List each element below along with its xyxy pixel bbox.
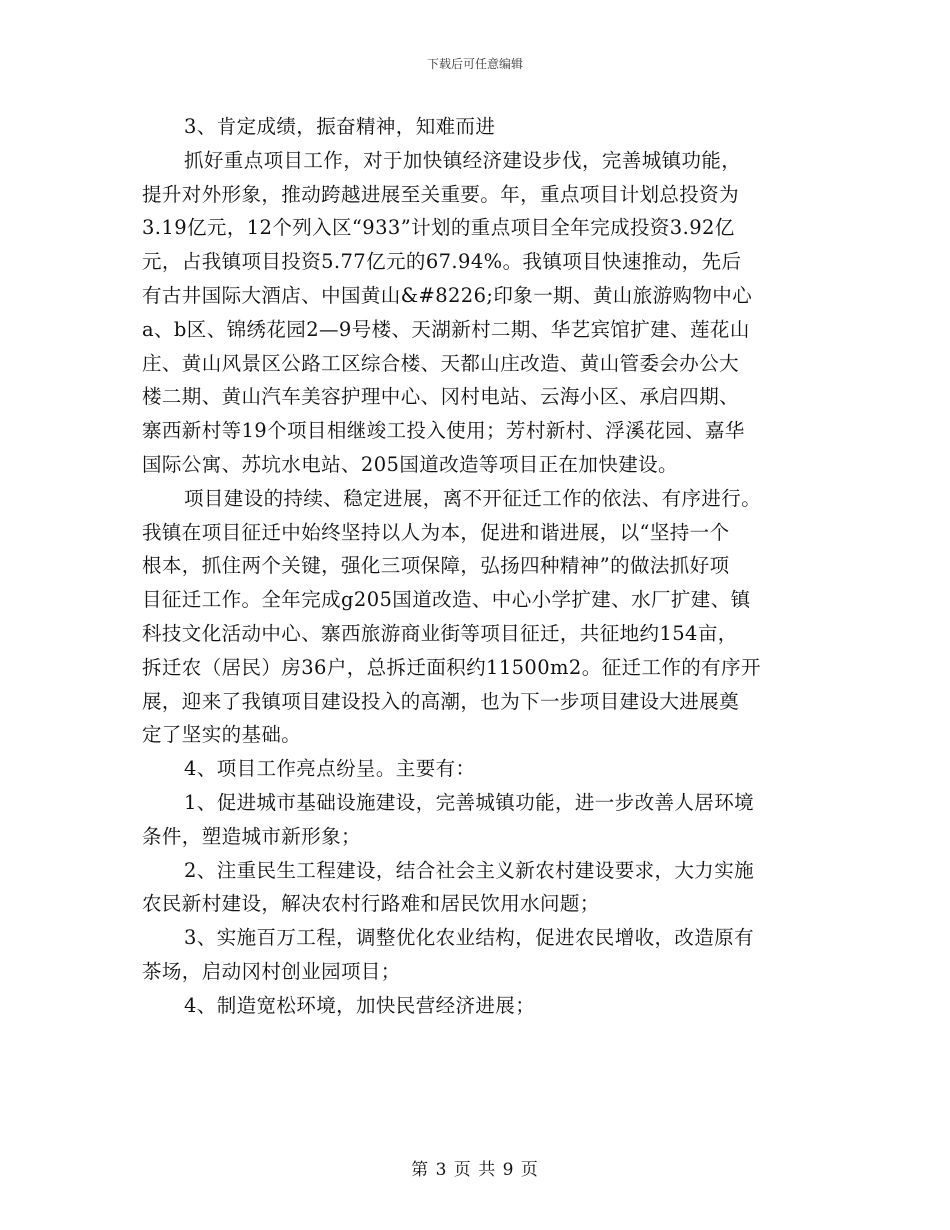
document-body [142,110,814,1023]
text-line: a、b区、锦绣花园2—9号楼、天湖新村二期、华艺宾馆扩建、莲花山 [142,317,750,341]
text-line: 根本，抓住两个关键，强化三项保障，弘扬四种精神”的做法抓好项 [142,554,730,578]
text-line: 2、注重民生工程建设，结合社会主义新农村建设要求，大力实施 [184,858,755,882]
text-line: 3、实施百万工程，调整优化农业结构，促进农民增收，改造原有 [184,926,755,950]
text-line: 庄、黄山风景区公路工区综合楼、天都山庄改造、黄山管委会办公大 [142,351,740,375]
text-line: 目征迁工作。全年完成g205国道改造、中心小学扩建、水厂扩建、镇 [142,588,751,612]
text-line: 3.19亿元，12个列入区“933”计划的重点项目全年完成投资3.92亿 [142,216,735,240]
text-line: 条件，塑造城市新形象； [142,824,361,848]
text-line: 有古井国际大酒店、中国黄山&#8226;印象一期、黄山旅游购物中心 [142,283,753,307]
text-line: 我镇在项目征迁中始终坚持以人为本，促进和谐进展，以“坚持一个 [142,520,730,544]
text-line: 4、制造宽松环境，加快民营经济进展； [184,993,536,1017]
text-line: 元，占我镇项目投资5.77亿元的67.94%。我镇项目快速推动，先后 [142,250,742,274]
text-line: 科技文化活动中心、寨西旅游商业街等项目征迁，共征地约154亩， [142,621,738,645]
text-line: 寨西新村等19个项目相继竣工投入使用；芳村新村、浮溪花园、嘉华 [142,419,745,443]
page-number-footer: 第 3 页 共 9 页 [411,1160,539,1180]
text-line: 农民新村建设，解决农村行路难和居民饮用水问题； [142,892,600,916]
text-line: 提升对外形象，推动跨越进展至关重要。年，重点项目计划总投资为 [142,182,740,206]
text-line: 拆迁农（居民）房36户，总拆迁面积约11500m2。征迁工作的有序开 [142,655,761,679]
text-line: 3、肯定成绩，振奋精神，知难而进 [184,115,496,138]
page-header: 下载后可任意编辑 [426,57,523,71]
text-line: 茶场，启动冈村创业园项目； [142,959,401,983]
text-line: 展，迎来了我镇项目建设投入的高潮，也为下一步项目建设大进展奠 [142,689,740,713]
text-line: 抓好重点项目工作，对于加快镇经济建设步伐，完善城镇功能， [184,148,742,172]
text-line: 4、项目工作亮点纷呈。主要有： [184,757,476,781]
text-line: 项目建设的持续、稳定进展，离不开征迁工作的依法、有序进行。 [184,486,762,510]
text-line: 楼二期、黄山汽车美容护理中心、冈村电站、云海小区、承启四期、 [142,385,740,409]
text-line: 国际公寓、苏坑水电站、205国道改造等项目正在加快建设。 [142,452,678,476]
text-line: 定了坚实的基础。 [142,723,302,747]
text-line: 1、促进城市基础设施建设，完善城镇功能，进一步改善人居环境 [184,790,755,814]
